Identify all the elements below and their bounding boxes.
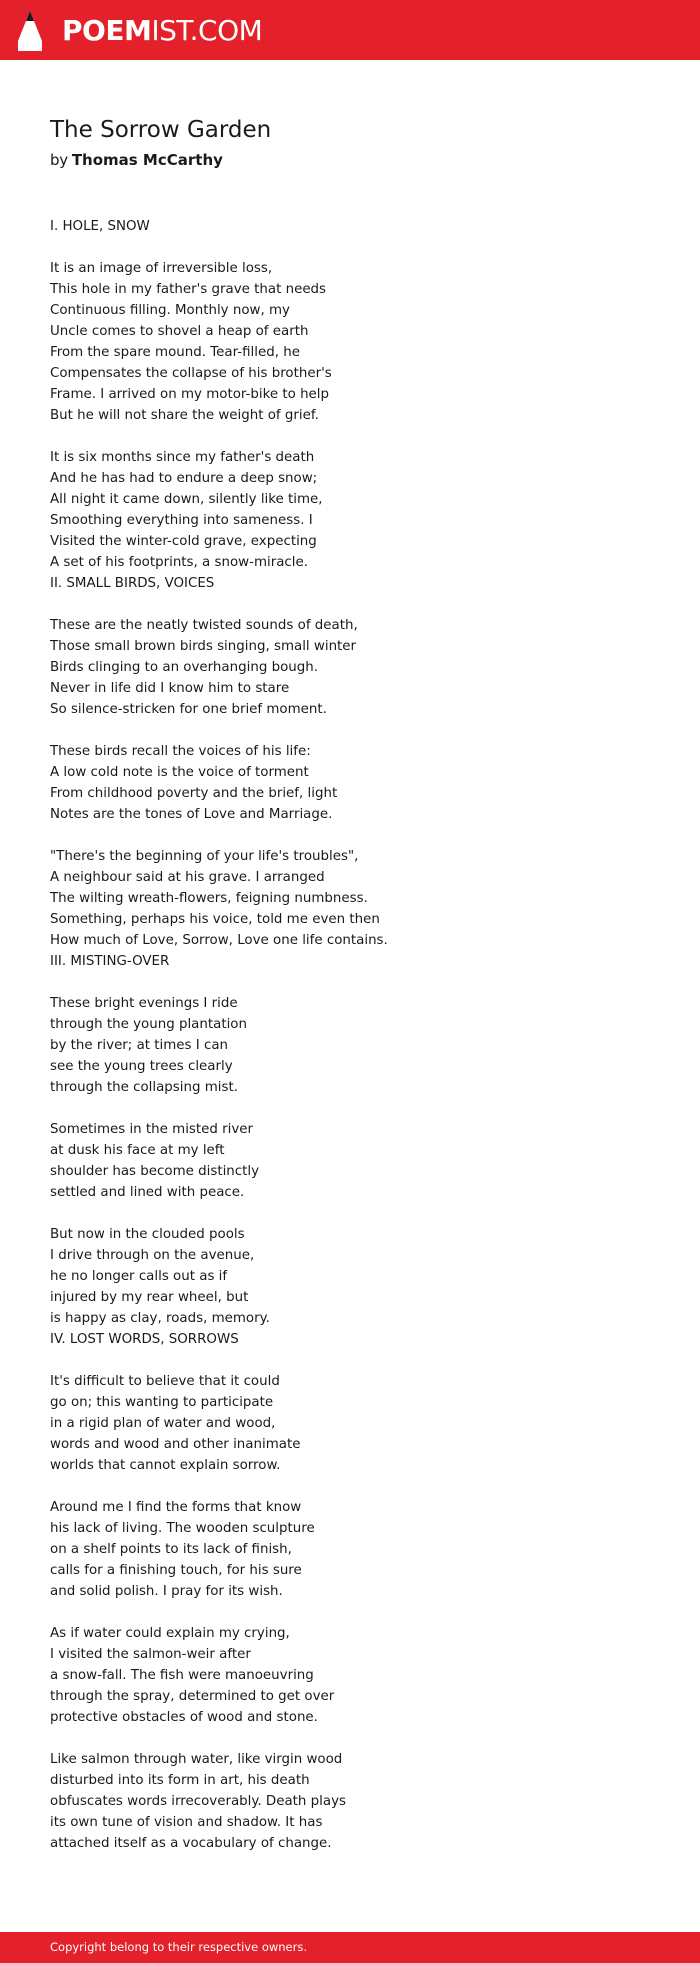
poem-line: Frame. I arrived on my motor-bike to help (50, 387, 330, 402)
poem-line: Those small brown birds singing, small winter (50, 639, 357, 654)
stanza-break (50, 1728, 650, 1749)
poem-line: he no longer calls out as if (50, 1269, 228, 1284)
poem-line: through the spray, determined to get over (50, 1689, 335, 1704)
poem-line: These birds recall the voices of his life: (50, 744, 311, 759)
poem-line: Compensates the collapse of his brother's (50, 366, 332, 381)
poem-line: III. MISTING-OVER (50, 954, 170, 969)
stanza-break (50, 237, 650, 258)
poem-line: But he will not share the weight of grief. (50, 408, 319, 423)
site-logo-text (62, 11, 262, 51)
poem-line: his lack of living. The wooden sculpture (50, 1521, 315, 1536)
poem-line: All night it came down, silently like time, (50, 492, 323, 507)
poem-line: These are the neatly twisted sounds of death, (50, 618, 358, 633)
stanza-break (50, 1602, 650, 1623)
copyright-text: Copyright belong to their respective owners. (50, 1940, 308, 1954)
poem-line: a snow-fall. The fish were manoeuvring (50, 1668, 314, 1683)
poem-line: "There's the beginning of your life's troubles", (50, 849, 359, 864)
poem-line: protective obstacles of wood and stone. (50, 1710, 318, 1725)
poem-title: The Sorrow Garden (50, 117, 272, 143)
poem-line: calls for a finishing touch, for his sure (50, 1563, 302, 1578)
poem-line: It's difficult to believe that it could (50, 1374, 280, 1389)
poem-line: Notes are the tones of Love and Marriage. (50, 807, 333, 822)
poem-line: Continuous filling. Monthly now, my (50, 303, 290, 318)
poem-line: II. SMALL BIRDS, VOICES (50, 576, 215, 591)
poem-line: I drive through on the avenue, (50, 1248, 255, 1263)
poem-line: see the young trees clearly (50, 1059, 233, 1074)
poem-line: Never in life did I know him to stare (50, 681, 290, 696)
poem-line: How much of Love, Sorrow, Love one life contains. (50, 933, 388, 948)
poem-line: Sometimes in the misted river (50, 1122, 254, 1137)
poem-line: And he has had to endure a deep snow; (50, 471, 318, 486)
poem-line: This hole in my father's grave that needs (50, 282, 327, 297)
poem-line: on a shelf points to its lack of finish, (50, 1542, 292, 1557)
stanza-break (50, 426, 650, 447)
poem-line: IV. LOST WORDS, SORROWS (50, 1332, 239, 1347)
poem-line: From the spare mound. Tear-filled, he (50, 345, 300, 360)
poem-line: A neighbour said at his grave. I arranged (50, 870, 325, 885)
poem-line: From childhood poverty and the brief, light (50, 786, 338, 801)
byline (50, 148, 650, 172)
poem-line: its own tune of vision and shadow. It has (50, 1815, 323, 1830)
poem-line: through the collapsing mist. (50, 1080, 238, 1095)
poem-line: Like salmon through water, like virgin wood (50, 1752, 343, 1767)
poem-line: A low cold note is the voice of torment (50, 765, 309, 780)
site-footer (0, 1932, 700, 1963)
poem-line: go on; this wanting to participate (50, 1395, 274, 1410)
logo-bold-part: POEM (62, 14, 152, 47)
poem-line: The wilting wreath-flowers, feigning numbness. (50, 891, 368, 906)
poem-line: These bright evenings I ride (50, 996, 238, 1011)
poem-line: So silence-stricken for one brief moment. (50, 702, 327, 717)
site-logo-link[interactable] (16, 11, 262, 51)
poem-line: Birds clinging to an overhanging bough. (50, 660, 319, 675)
poem-line: A set of his footprints, a snow-miracle. (50, 555, 308, 570)
poem-line: attached itself as a vocabulary of change. (50, 1836, 332, 1851)
poem-line: at dusk his face at my left (50, 1143, 225, 1158)
poem-line: disturbed into its form in art, his death (50, 1773, 310, 1788)
logo-light-part: IST.COM (151, 14, 263, 47)
stanza-break (50, 1476, 650, 1497)
poem-line: It is an image of irreversible loss, (50, 261, 273, 276)
poem-line: Visited the winter-cold grave, expecting (50, 534, 317, 549)
poem-body (50, 216, 650, 1854)
poem-line: I visited the salmon-weir after (50, 1647, 251, 1662)
poem-line: shoulder has become distinctly (50, 1164, 260, 1179)
pencil-tip-icon (16, 11, 44, 51)
stanza-break (50, 825, 650, 846)
stanza-break (50, 594, 650, 615)
poem-line: Something, perhaps his voice, told me even then (50, 912, 380, 927)
poem-article (50, 112, 650, 1851)
poem-line: Uncle comes to shovel a heap of earth (50, 324, 309, 339)
author-name: Thomas McCarthy (71, 151, 223, 169)
poem-line: injured by my rear wheel, but (50, 1290, 249, 1305)
stanza-break (50, 1098, 650, 1119)
stanza-break (50, 1203, 650, 1224)
site-header (0, 0, 700, 60)
poem-line: in a rigid plan of water and wood, (50, 1416, 276, 1431)
poem-line: through the young plantation (50, 1017, 247, 1032)
poem-line: words and wood and other inanimate (50, 1437, 301, 1452)
poem-line: Smoothing everything into sameness. I (50, 513, 313, 528)
byline-by-label: by (50, 151, 68, 169)
poem-line: But now in the clouded pools (50, 1227, 245, 1242)
stanza-break (50, 1350, 650, 1371)
stanza-break (50, 972, 650, 993)
poem-line: worlds that cannot explain sorrow. (50, 1458, 281, 1473)
poem-line: is happy as clay, roads, memory. (50, 1311, 270, 1326)
poem-line: It is six months since my father's death (50, 450, 315, 465)
poem-line: and solid polish. I pray for its wish. (50, 1584, 283, 1599)
poem-line: Around me I find the forms that know (50, 1500, 302, 1515)
poem-line: I. HOLE, SNOW (50, 219, 150, 234)
poem-line: by the river; at times I can (50, 1038, 229, 1053)
poem-line: As if water could explain my crying, (50, 1626, 290, 1641)
poem-line: obfuscates words irrecoverably. Death plays (50, 1794, 346, 1809)
poem-line: settled and lined with peace. (50, 1185, 245, 1200)
stanza-break (50, 720, 650, 741)
